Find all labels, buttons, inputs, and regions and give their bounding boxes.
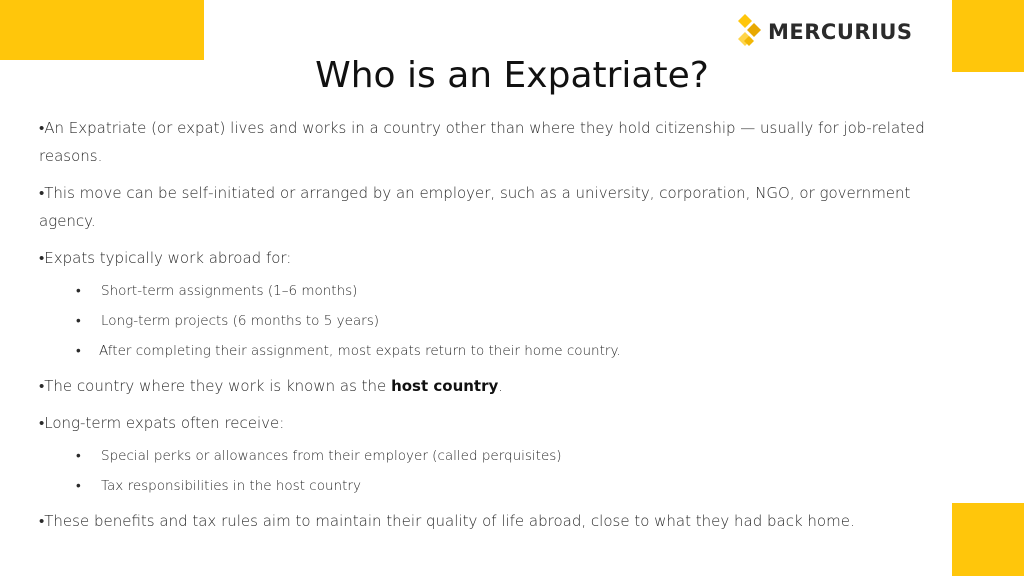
- bullet-item: [39, 114, 949, 170]
- sub-bullet-text: Short-term assignments (1–6 months): [101, 283, 358, 299]
- decorative-corner-bottom-right: [952, 503, 1024, 576]
- sub-bullet-marker: •: [76, 478, 81, 494]
- bullet-text: This move can be self-initiated or arranged by an employer, such as a university, corporation, NGO, or government agency.: [39, 184, 911, 230]
- sub-bullet-item: [39, 336, 949, 366]
- mercurius-logo-icon: [738, 14, 764, 50]
- bullet-text: Expats typically work abroad for:: [44, 249, 292, 267]
- sub-bullet-text: Long-term projects (6 months to 5 years): [101, 313, 380, 329]
- bullet-item: [39, 409, 949, 437]
- sub-bullet-list: [39, 276, 949, 366]
- bullet-text: The country where they work is known as the: [44, 377, 392, 395]
- bullet-text-end: .: [498, 377, 504, 395]
- slide-title: Who is an Expatriate?: [315, 55, 709, 96]
- sub-bullet-marker: •: [76, 283, 81, 299]
- bullet-bold-term: host country: [391, 377, 499, 395]
- sub-bullet-text: Tax responsibilities in the host country: [101, 478, 361, 494]
- sub-bullet-list: [39, 441, 949, 501]
- bullet-text: These benefits and tax rules aim to maintain their quality of life abroad, close to what they had back home.: [44, 512, 855, 530]
- sub-bullet-item: [39, 441, 949, 471]
- bullet-item: [39, 244, 949, 272]
- bullet-marker: •: [39, 249, 45, 267]
- decorative-corner-top-left: [0, 0, 204, 60]
- bullet-item: [39, 507, 949, 535]
- brand-name: MERCURIUS: [768, 20, 913, 44]
- bullet-marker: •: [39, 119, 45, 137]
- sub-bullet-text: Special perks or allowances from their employer (called perquisites): [101, 448, 562, 464]
- bullet-text: An Expatriate (or expat) lives and works in a country other than where they hold citizenship — usually for job-related reasons.: [39, 119, 925, 165]
- bullet-item: [39, 372, 949, 400]
- bullet-marker: •: [39, 512, 45, 530]
- bullet-text: Long-term expats often receive:: [44, 414, 285, 432]
- sub-bullet-item: [39, 276, 949, 306]
- brand-logo: [738, 14, 913, 50]
- bullet-marker: •: [39, 184, 45, 202]
- bullet-marker: •: [39, 414, 45, 432]
- sub-bullet-marker: •: [76, 448, 81, 464]
- bullet-marker: •: [39, 377, 45, 395]
- sub-bullet-marker: •: [76, 313, 81, 329]
- bullet-item: [39, 179, 949, 235]
- slide-body: [39, 114, 949, 544]
- sub-bullet-item: [39, 306, 949, 336]
- sub-bullet-item: [39, 471, 949, 501]
- sub-bullet-marker: •: [76, 343, 81, 359]
- sub-bullet-text: After completing their assignment, most expats return to their home country.: [99, 343, 621, 359]
